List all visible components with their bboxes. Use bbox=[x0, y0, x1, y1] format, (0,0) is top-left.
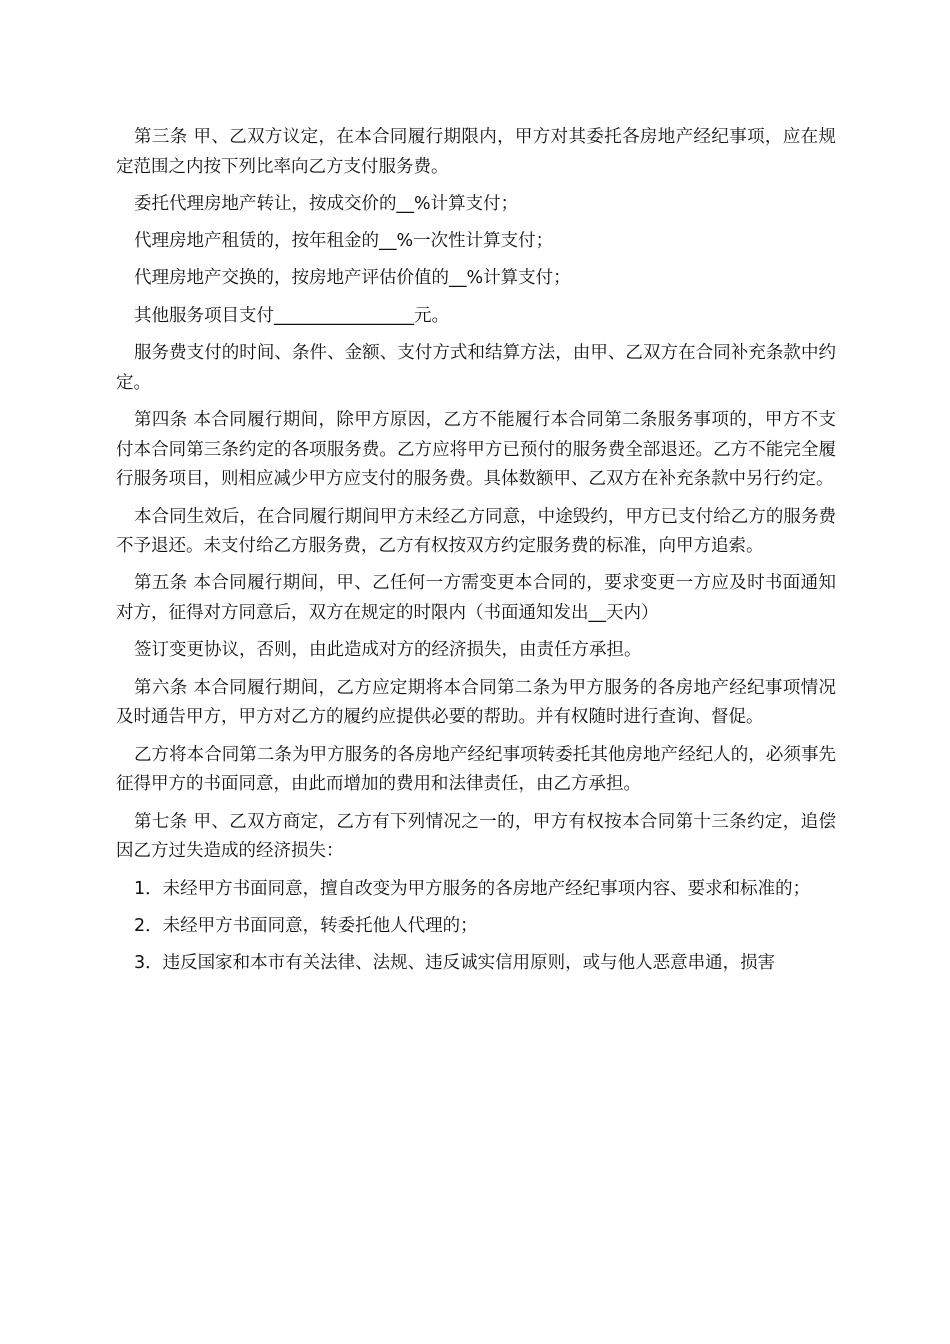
list-item-3: 3．违反国家和本市有关法律、法规、违反诚实信用原则，或与他人恶意串通，损害 bbox=[134, 952, 776, 973]
paragraph-subcontract: 乙方将本合同第二条为甲方服务的各房地产经纪事项转委托其他房地产经纪人的，必须事先征得甲方的书面同意，由此而增加的费用和法律责任，由乙方承担。 bbox=[116, 744, 836, 795]
paragraph-change-agreement: 签订变更协议，否则，由此造成对方的经济损失，由责任方承担。 bbox=[134, 640, 642, 661]
paragraph-exchange-fee: 代理房地产交换的，按房地产评估价值的__%计算支付； bbox=[134, 268, 571, 289]
paragraph-article-3: 第三条 甲、乙双方议定，在本合同履行期限内，甲方对其委托各房地产经纪事项，应在规定范围之内按下列比率向乙方支付服务费。 bbox=[116, 127, 836, 177]
paragraph-article-6: 第六条 本合同履行期间，乙方应定期将本合同第二条为甲方服务的各房地产经纪事项情况及时通告甲方，甲方对乙方的履约应提供必要的帮助。并有权随时进行查询、督促。 bbox=[116, 677, 836, 728]
paragraph-other-fee: 其他服务项目支付________________元。 bbox=[134, 305, 449, 326]
paragraph-breach-refund: 本合同生效后，在合同履行期间甲方未经乙方同意，中途毁约，甲方已支付给乙方的服务费不予退还。未支付给乙方服务费，乙方有权按双方约定服务费的标准，向甲方追索。 bbox=[116, 506, 836, 557]
paragraph-article-4: 第四条 本合同履行期间，除甲方原因，乙方不能履行本合同第二条服务事项的，甲方不支付本合同第三条约定的各项服务费。乙方应将甲方已预付的服务费全部退还。乙方不能完全履行服务项目，则相应减少甲方应支付的服务费。具体数额甲、乙双方在补充条款中另行约定。 bbox=[116, 409, 836, 490]
paragraph-article-5: 第五条 本合同履行期间，甲、乙任何一方需变更本合同的，要求变更一方应及时书面通知对方，征得对方同意后，双方在规定的时限内（书面通知发出__天内） bbox=[116, 573, 836, 624]
paragraph-transfer-fee: 委托代理房地产转让，按成交价的__%计算支付； bbox=[134, 193, 519, 214]
paragraph-article-7: 第七条 甲、乙双方商定，乙方有下列情况之一的，甲方有权按本合同第十三条约定，追偿因乙方过失造成的经济损失： bbox=[116, 811, 836, 862]
list-item-1: 1．未经甲方书面同意，擅自改变为甲方服务的各房地产经纪事项内容、要求和标准的； bbox=[134, 878, 811, 899]
contract-body bbox=[116, 123, 836, 986]
paragraph-payment-terms: 服务费支付的时间、条件、金额、支付方式和结算方法，由甲、乙双方在合同补充条款中约定。 bbox=[116, 342, 836, 393]
list-item-2: 2．未经甲方书面同意，转委托他人代理的； bbox=[134, 915, 478, 936]
paragraph-lease-fee: 代理房地产租赁的，按年租金的__%一次性计算支付； bbox=[134, 231, 554, 252]
